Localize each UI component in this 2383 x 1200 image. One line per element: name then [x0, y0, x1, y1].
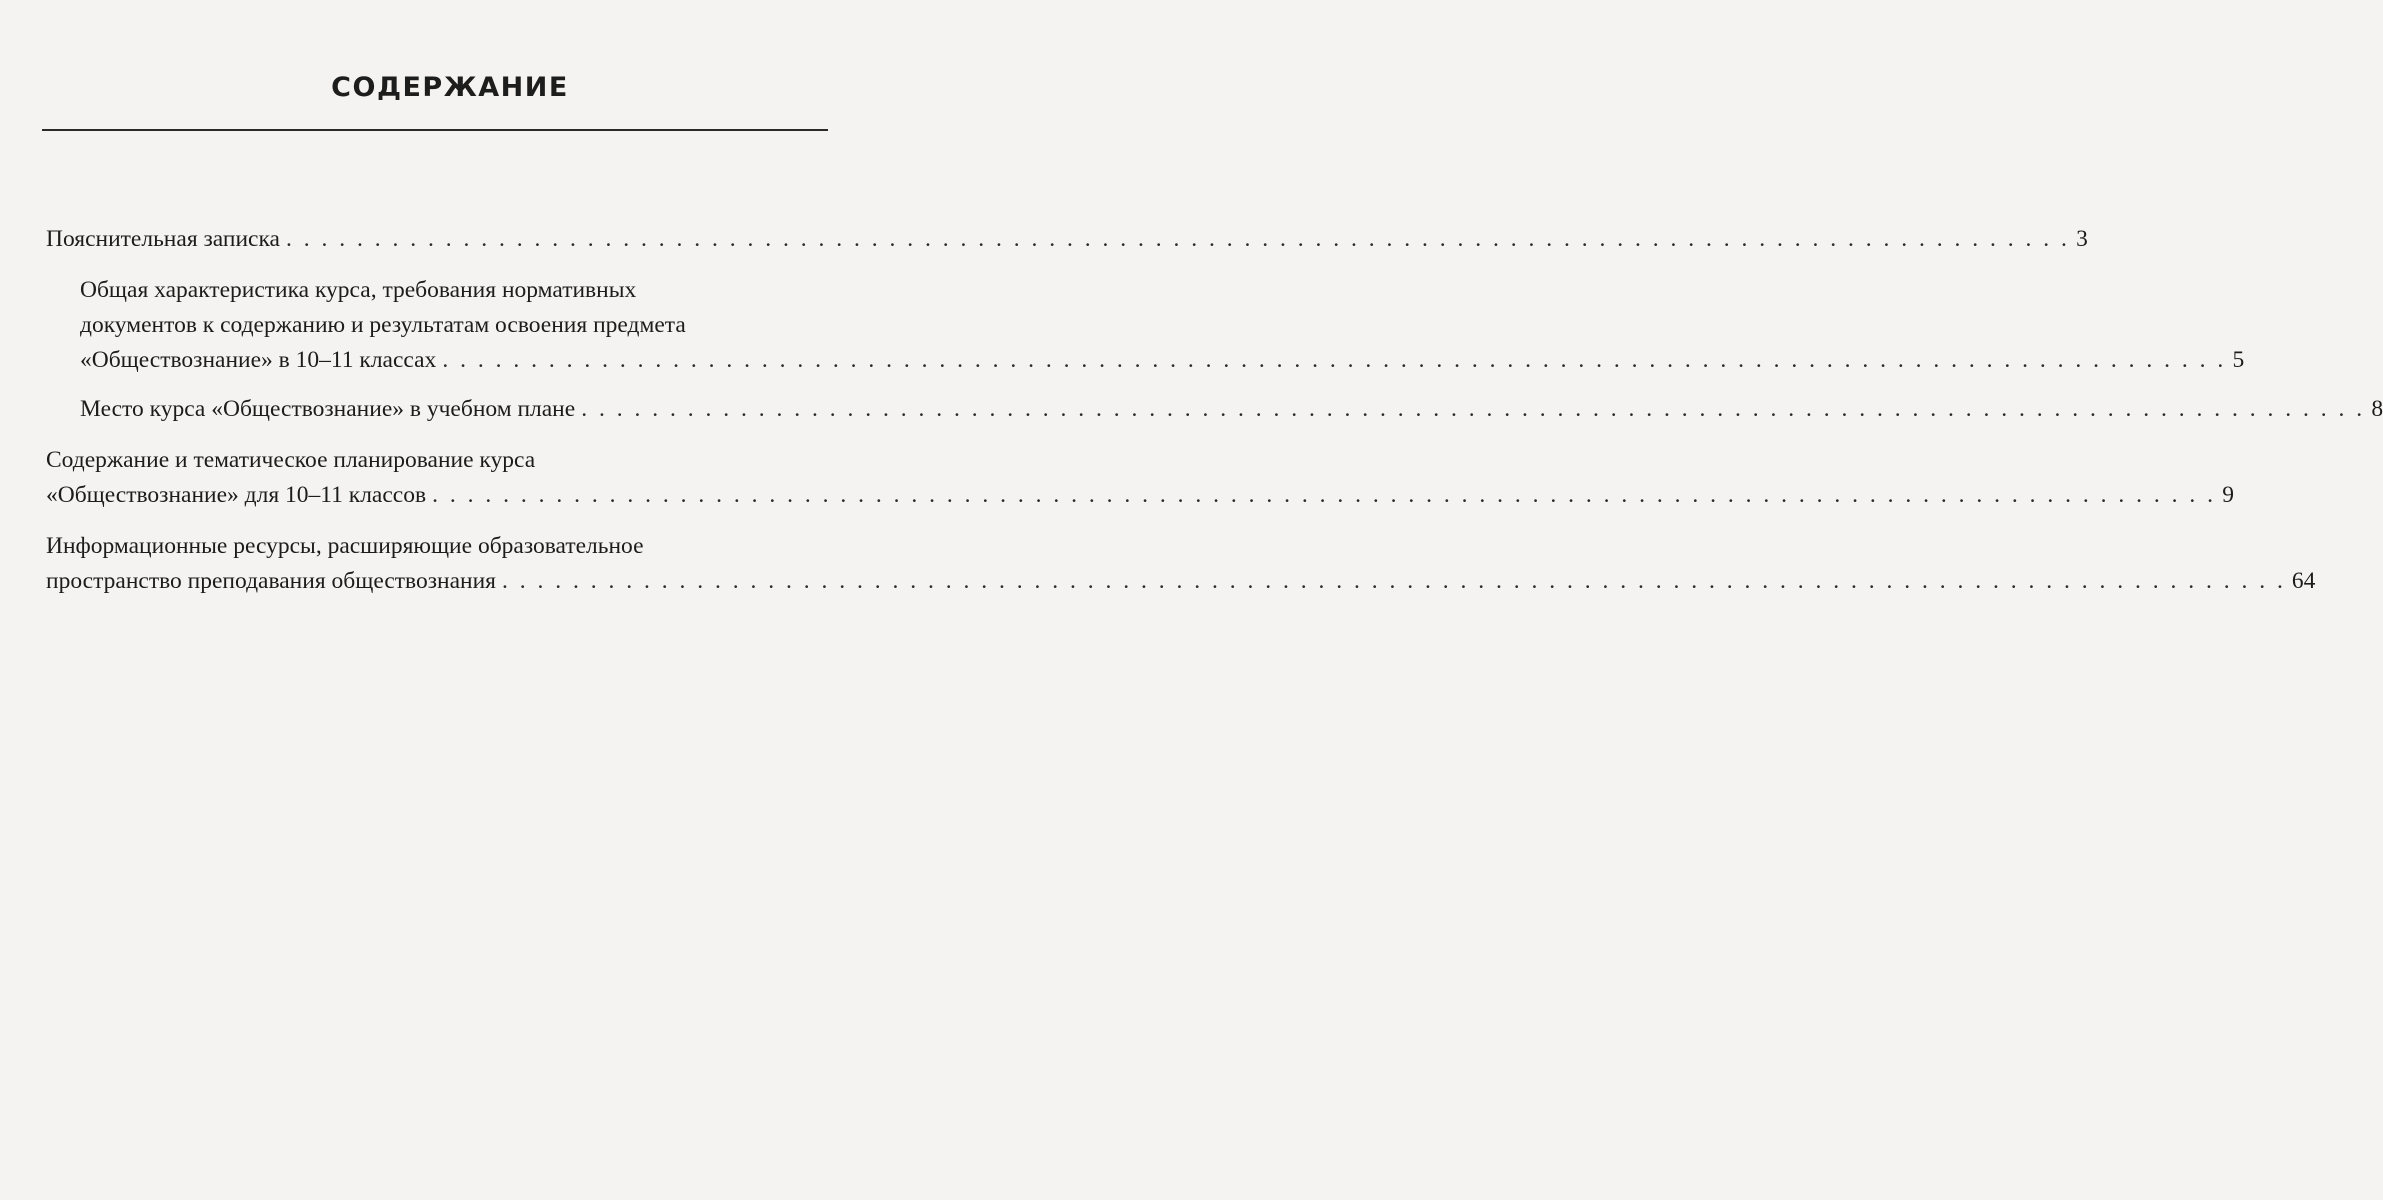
toc-entry-line — [46, 478, 2234, 513]
toc-page-number: 9 — [2222, 482, 2234, 508]
title-divider — [42, 129, 828, 131]
toc-entry-text: Пояснительная записка — [46, 226, 280, 252]
toc-entry-course-place[interactable] — [80, 392, 2383, 427]
page-title: СОДЕРЖАНИЕ — [331, 72, 569, 103]
toc-entry-line — [46, 564, 2316, 599]
toc-leader-dots: . . . . . . . . . . . . . . . . . . . . . . . . . . . . . . . . . . . . . . . . . . . . . . . . . . . . . . . . . . . . . . . . . . . . . . . . . . . . . . . . . . . . . . . . . . . . . . . . . . . . . — [442, 347, 2227, 373]
toc-leader-dots: . . . . . . . . . . . . . . . . . . . . . . . . . . . . . . . . . . . . . . . . . . . . . . . . . . . . . . . . . . . . . . . . . . . . . . . . . . . . . . . . . . . . . . . . . . . . . . . . . . . . . — [432, 482, 2216, 508]
toc-entry-text: документов к содержанию и результатам освоения предмета — [80, 312, 686, 338]
toc-entry-line — [80, 343, 2245, 378]
toc-entry-content-planning[interactable] — [46, 443, 2234, 513]
toc-entry-text: Информационные ресурсы, расширяющие образовательное — [46, 533, 644, 559]
toc-entry-explanatory-note[interactable] — [46, 222, 2088, 257]
toc-leader-dots: . . . . . . . . . . . . . . . . . . . . . . . . . . . . . . . . . . . . . . . . . . . . . . . . . . . . . . . . . . . . . . . . . . . . . . . . . . . . . . . . . . . . . . . . . . . . . . . . . . . . . — [581, 396, 2366, 422]
toc-page-number: 64 — [2291, 568, 2316, 594]
toc-entry-line — [80, 392, 2383, 427]
table-of-contents — [46, 222, 2383, 615]
toc-leader-dots: . . . . . . . . . . . . . . . . . . . . . . . . . . . . . . . . . . . . . . . . . . . . . . . . . . . . . . . . . . . . . . . . . . . . . . . . . . . . . . . . . . . . . . . . . . . . . . . . . . . . . — [285, 226, 2070, 252]
toc-entry-text: Общая характеристика курса, требования нормативных — [80, 277, 637, 303]
toc-page-number: 8 — [2371, 396, 2383, 422]
toc-entry-text: пространство преподавания обществознания — [46, 568, 496, 594]
toc-entry-text: Место курса «Обществознание» в учебном плане — [80, 396, 576, 422]
toc-page-number: 5 — [2232, 347, 2245, 373]
toc-leader-dots: . . . . . . . . . . . . . . . . . . . . . . . . . . . . . . . . . . . . . . . . . . . . . . . . . . . . . . . . . . . . . . . . . . . . . . . . . . . . . . . . . . . . . . . . . . . . . . . . . . . . . — [501, 568, 2286, 594]
toc-entry-text: «Обществознание» для 10–11 классов — [46, 482, 427, 508]
toc-page-number: 3 — [2076, 226, 2088, 252]
toc-entry-information-resources[interactable] — [46, 529, 2316, 599]
toc-entry-text: «Обществознание» в 10–11 классах — [80, 347, 437, 373]
toc-entry-line — [46, 222, 2088, 257]
toc-entry-text: Содержание и тематическое планирование курса — [46, 447, 536, 473]
toc-entry-course-characteristics[interactable] — [80, 273, 2245, 378]
